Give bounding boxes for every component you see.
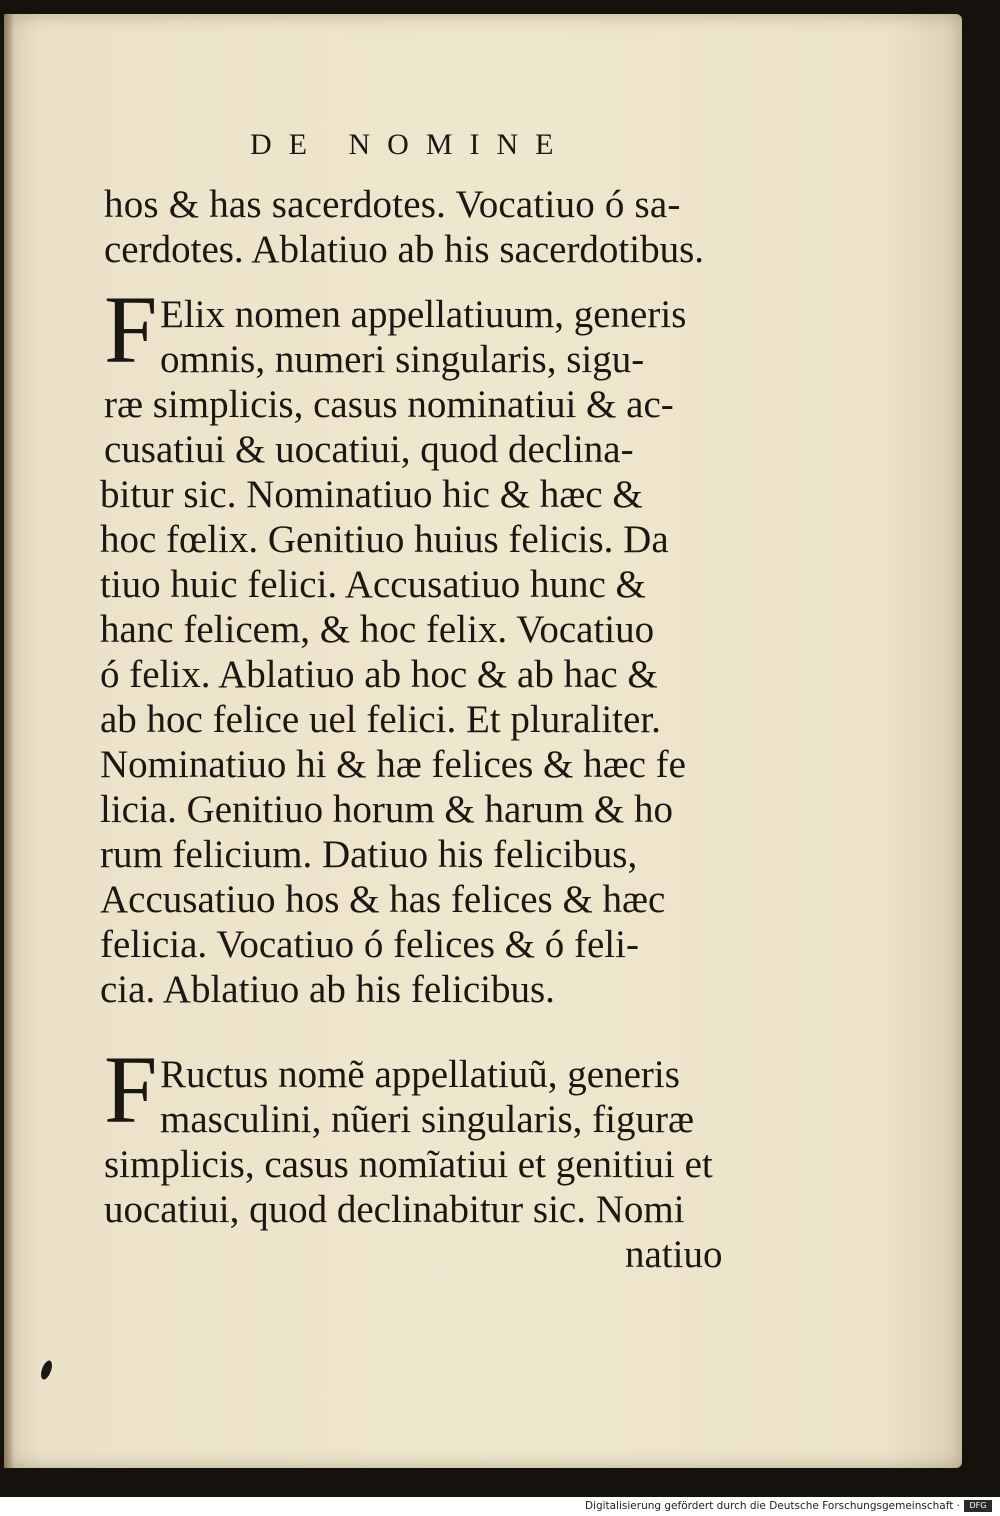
running-head: DE NOMINE [250, 128, 571, 161]
drop-capital: F [104, 1036, 158, 1143]
text-line: ab hoc felice uel felici. Et pluraliter. [100, 698, 661, 741]
dfg-logo: DFG [964, 1500, 992, 1512]
text-line: omnis, numeri singularis, sigu- [160, 338, 645, 381]
text-line: tiuo huic felici. Accusatiuo hunc & [100, 563, 646, 606]
text-line: cusatiui & uocatiui, quod declina- [104, 428, 634, 471]
text-line: Ructus nomẽ appellatiuũ, generis [160, 1053, 680, 1096]
text-line: felicia. Vocatiuo ó felices & ó feli- [100, 923, 639, 966]
catchword: natiuo [625, 1233, 723, 1276]
text-line: simplicis, casus nomĩatiui et genitiui et [104, 1143, 713, 1186]
text-line: rum felicium. Datiuo his felicibus, [100, 833, 638, 876]
drop-capital: F [104, 276, 158, 383]
text-line: hos & has sacerdotes. Vocatiuo ó sa- [104, 183, 681, 226]
text-line: Accusatiuo hos & has felices & hæc [100, 878, 666, 921]
text-line: licia. Genitiuo horum & harum & ho [100, 788, 673, 831]
text-line: bitur sic. Nominatiuo hic & hæc & [100, 473, 643, 516]
page-gutter-shadow [4, 14, 14, 1468]
text-line: hanc felicem, & hoc felix. Vocatiuo [100, 608, 655, 651]
text-line: Elix nomen appellatiuum, generis [160, 293, 687, 336]
text-line: masculini, nũeri singularis, figuræ [160, 1098, 695, 1141]
text-line: cia. Ablatiuo ab his felicibus. [100, 968, 555, 1011]
text-line: uocatiui, quod declinabitur sic. Nomi [104, 1188, 685, 1231]
text-line: cerdotes. Ablatiuo ab his sacerdotibus. [104, 228, 705, 271]
text-line: hoc fœlix. Genitiuo huius felicis. Da [100, 518, 669, 561]
text-line: ræ simplicis, casus nominatiui & ac- [104, 383, 674, 426]
text-line: ó felix. Ablatiuo ab hoc & ab hac & [100, 653, 658, 696]
digitization-credit: Digitalisierung gefördert durch die Deutsche Forschungsgemeinschaft · [584, 1500, 960, 1512]
text-line: Nominatiuo hi & hæ felices & hæc fe [100, 743, 686, 786]
